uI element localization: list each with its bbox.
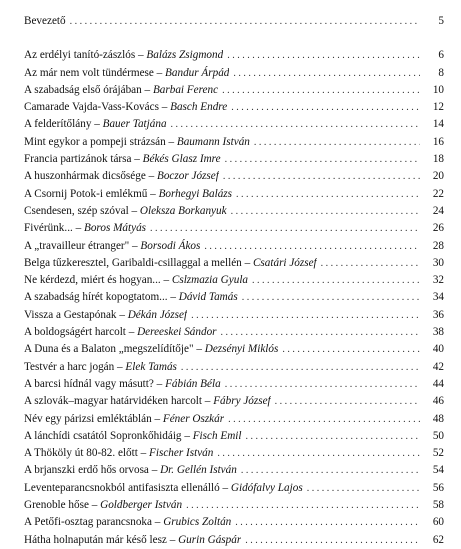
toc-entry-page: 24 — [432, 204, 444, 217]
dot-leader — [225, 376, 420, 393]
toc-entry-dash: – — [154, 516, 161, 529]
toc-entry-page: 32 — [432, 274, 444, 287]
toc-entry-author: Féner Oszkár — [162, 412, 225, 425]
dot-leader — [227, 47, 420, 64]
toc-entry-dash: – — [161, 101, 168, 114]
toc-entry-title: A lánchídi csatától Sopronkőhidáig — [24, 429, 182, 442]
toc-entry — [24, 255, 444, 272]
toc-entry-dash: – — [154, 412, 161, 425]
toc-entry — [24, 341, 444, 358]
toc-entry-author: Fisch Emil — [192, 429, 242, 442]
toc-entry-dash: – — [244, 256, 251, 269]
toc-entry-dash: – — [132, 239, 138, 252]
dot-leader — [228, 411, 420, 428]
dot-leader — [186, 497, 420, 514]
toc-entry-dash: – — [170, 291, 176, 304]
toc-entry — [24, 238, 444, 255]
toc-entry-page: 10 — [432, 83, 444, 96]
toc-entry-page: 22 — [432, 187, 444, 200]
toc-entry-page: 58 — [432, 499, 444, 512]
toc-entry-page: 38 — [432, 326, 444, 339]
toc-entry-title: A Petőfi-osztag parancsnoka — [24, 516, 152, 529]
toc-entry-dash: – — [117, 360, 123, 373]
toc-entry-dash: – — [75, 222, 82, 235]
toc-entry-title: Testvér a harc jogán — [24, 360, 115, 373]
toc-entry-dash: – — [156, 377, 163, 390]
toc-entry-title: Bevezető — [24, 15, 66, 27]
toc-entry-page: 28 — [432, 239, 444, 252]
toc-entry-author: Boros Mátyás — [83, 222, 147, 235]
dot-leader — [181, 359, 420, 376]
toc-entry-title: Az már nem volt tündérmese — [24, 66, 154, 79]
toc-entry-dash: – — [134, 153, 140, 166]
toc-entry-title: A Csornij Potok-i emlékmű — [24, 187, 148, 200]
dot-leader — [282, 341, 420, 358]
dot-leader — [204, 238, 420, 255]
toc-entry-author: Grubics Zoltán — [163, 516, 232, 529]
toc-entry-page: 30 — [432, 256, 444, 269]
toc-entry-title: A boldogságért harcolt — [24, 326, 126, 339]
toc-entry-author: Dávid Tamás — [178, 291, 238, 304]
dot-leader — [252, 272, 420, 289]
toc-entry-author: Oleksza Borkanyuk — [139, 204, 227, 217]
toc-entry — [24, 393, 444, 410]
toc-entry — [24, 203, 444, 220]
toc-entry-dash: – — [144, 83, 151, 96]
toc-entry-title: A huszonhármak dicsősége — [24, 170, 146, 183]
toc-entry-page: 62 — [432, 533, 444, 546]
toc-entry-dash: – — [204, 395, 211, 408]
dot-leader — [241, 462, 420, 479]
toc-entry-page: 48 — [432, 412, 444, 425]
toc-entry-title: Vissza a Gestapónak — [24, 308, 117, 321]
dot-leader — [236, 186, 420, 203]
toc-entry-author: Dékán József — [127, 308, 188, 321]
toc-entry-page: 44 — [432, 377, 444, 390]
toc-entry-dash: – — [222, 481, 229, 494]
toc-entry-dash: – — [196, 343, 202, 356]
toc-entry-title: A szlovák–magyar határvidéken harcolt — [24, 395, 202, 408]
table-of-contents — [24, 13, 444, 549]
toc-entry-dash: – — [128, 326, 135, 339]
toc-entry-author: Elek Tamás — [125, 360, 177, 373]
toc-entry-dash: – — [169, 533, 176, 546]
toc-entry-page: 12 — [432, 101, 444, 114]
toc-entry-title: A felderítőlány — [24, 118, 92, 131]
toc-entry-title: Név egy párizsi emléktáblán — [24, 412, 152, 425]
toc-entry-dash: – — [91, 499, 98, 512]
toc-entry-page: 42 — [432, 360, 444, 373]
toc-entry-page: 6 — [438, 49, 444, 62]
dot-leader — [222, 82, 420, 99]
toc-entry-page: 54 — [432, 464, 444, 477]
toc-entry-dash: – — [119, 308, 125, 321]
toc-entry — [24, 186, 444, 203]
toc-entry-page: 60 — [432, 516, 444, 529]
toc-entry-dash: – — [151, 464, 158, 477]
toc-entry-author: Gurin Gáspár — [178, 533, 242, 546]
toc-entry-title: A brjanszki erdő hős orvosa — [24, 464, 149, 477]
toc-entry-author: Borsodi Ákos — [140, 239, 201, 252]
toc-entry — [24, 272, 444, 289]
dot-leader — [233, 65, 420, 82]
toc-entry — [24, 289, 444, 306]
toc-entry-dash: – — [150, 187, 156, 200]
toc-entry-author: Csatári József — [252, 256, 317, 269]
toc-entry-author: Baumann István — [176, 135, 250, 148]
toc-entry-author: Békés Glasz Imre — [142, 153, 221, 166]
toc-entry-author: Basch Endre — [170, 101, 228, 114]
dot-leader — [231, 203, 420, 220]
toc-entry-dash: – — [148, 170, 155, 183]
toc-entry-dash: – — [163, 274, 170, 287]
toc-entry-title: Fivérünk... — [24, 222, 73, 235]
dot-leader — [307, 480, 420, 497]
toc-entry — [24, 324, 444, 341]
toc-entry-page: 5 — [438, 15, 444, 27]
toc-entry-title: Francia partizánok társa — [24, 153, 132, 166]
toc-entry-page: 18 — [432, 153, 444, 166]
toc-entry-page: 26 — [432, 222, 444, 235]
toc-entry-title: A Thököly út 80-82. előtt — [24, 447, 138, 460]
dot-leader — [231, 99, 420, 116]
toc-entry-dash: – — [168, 135, 175, 148]
toc-entry-title: Hátha holnapután már késő lesz — [24, 533, 167, 546]
toc-entry — [24, 82, 444, 99]
dot-leader — [321, 255, 420, 272]
toc-entry — [24, 411, 444, 428]
toc-entry-page: 14 — [432, 118, 444, 131]
toc-entry — [24, 168, 444, 185]
toc-entry-author: Fábry József — [213, 395, 271, 408]
toc-entry — [24, 514, 444, 531]
toc-entry — [24, 445, 444, 462]
toc-entry-author: Fischer István — [149, 447, 214, 460]
toc-entry-author: Dezsényi Miklós — [204, 343, 279, 356]
toc-entries — [24, 47, 444, 549]
toc-entry-dash: – — [156, 66, 163, 79]
toc-entry-author: Barbai Ferenc — [152, 83, 219, 96]
dot-leader — [235, 514, 420, 531]
toc-entry-dash: – — [184, 429, 190, 442]
toc-entry — [24, 151, 444, 168]
toc-entry-title: A barcsi hídnál vagy másutt? — [24, 377, 154, 390]
toc-entry-author: Borhegyi Balázs — [158, 187, 233, 200]
toc-entry — [24, 359, 444, 376]
toc-entry-author: Balázs Zsigmond — [146, 49, 224, 62]
toc-entry — [24, 462, 444, 479]
toc-entry — [24, 116, 444, 133]
toc-entry-title: A szabadság első órájában — [24, 83, 142, 96]
dot-leader — [191, 307, 420, 324]
toc-entry — [24, 480, 444, 497]
dot-leader — [245, 532, 420, 549]
toc-entry-dash: – — [94, 118, 100, 131]
toc-entry-title: Belga tűzkeresztel, Garibaldi-csillaggal a mellén — [24, 256, 242, 269]
dot-leader — [171, 116, 420, 133]
toc-entry-intro — [24, 13, 444, 30]
toc-entry-dash: – — [138, 49, 144, 62]
dot-leader — [254, 134, 420, 151]
toc-entry — [24, 134, 444, 151]
toc-entry-title: Mint egykor a pompeji strázsán — [24, 135, 166, 148]
toc-entry-title: Csendesen, szép szóval — [24, 204, 129, 217]
toc-entry-page: 20 — [432, 170, 444, 183]
toc-entry-page: 50 — [432, 429, 444, 442]
dot-leader — [223, 168, 420, 185]
dot-leader — [217, 445, 420, 462]
toc-entry-author: Bandur Árpád — [165, 66, 230, 79]
dot-leader — [246, 428, 420, 445]
toc-entry-title: Leventeparancsnokból antifasiszta ellenálló — [24, 481, 220, 494]
toc-entry-title: Az erdélyi tanító-zászlós — [24, 49, 136, 62]
toc-entry — [24, 428, 444, 445]
dot-leader — [70, 13, 420, 30]
toc-entry-author: Dr. Gellén István — [160, 464, 237, 477]
toc-entry-page: 8 — [438, 66, 444, 79]
toc-entry-dash: – — [131, 204, 138, 217]
toc-entry-title: A szabadság hírét kopogtatom... — [24, 291, 168, 304]
toc-entry-page: 40 — [432, 343, 444, 356]
toc-entry-page: 36 — [432, 308, 444, 321]
toc-entry-page: 52 — [432, 447, 444, 460]
toc-entry — [24, 532, 444, 549]
toc-entry — [24, 47, 444, 64]
toc-entry-author: Goldberger István — [100, 499, 183, 512]
dot-leader — [225, 151, 420, 168]
toc-entry — [24, 65, 444, 82]
toc-entry-author: Gidófalvy Lajos — [230, 481, 303, 494]
toc-entry-page: 56 — [432, 481, 444, 494]
toc-entry-author: Fábián Béla — [165, 377, 221, 390]
toc-entry-title: A „travailleur étranger" — [24, 239, 130, 252]
toc-entry — [24, 220, 444, 237]
toc-entry — [24, 307, 444, 324]
toc-entry-title: Camarade Vajda-Vass-Kovács — [24, 101, 159, 114]
dot-leader — [221, 324, 420, 341]
toc-entry-author: Bauer Tatjána — [102, 118, 167, 131]
toc-entry-page: 16 — [432, 135, 444, 148]
dot-leader — [242, 289, 420, 306]
dot-leader — [150, 220, 420, 237]
toc-entry-author: Cslzmazia Gyula — [171, 274, 249, 287]
toc-entry — [24, 99, 444, 116]
toc-entry — [24, 376, 444, 393]
toc-entry-author: Boczor József — [156, 170, 219, 183]
toc-entry-dash: – — [140, 447, 147, 460]
toc-entry-page: 34 — [432, 291, 444, 304]
toc-entry-title: Ne kérdezd, miért és hogyan... — [24, 274, 161, 287]
toc-entry-title: A Duna és a Balaton „megszelídítője" — [24, 343, 194, 356]
toc-entry-page: 46 — [432, 395, 444, 408]
toc-entry — [24, 497, 444, 514]
dot-leader — [275, 393, 420, 410]
toc-entry-author: Dereeskei Sándor — [137, 326, 217, 339]
toc-entry-title: Grenoble hőse — [24, 499, 89, 512]
